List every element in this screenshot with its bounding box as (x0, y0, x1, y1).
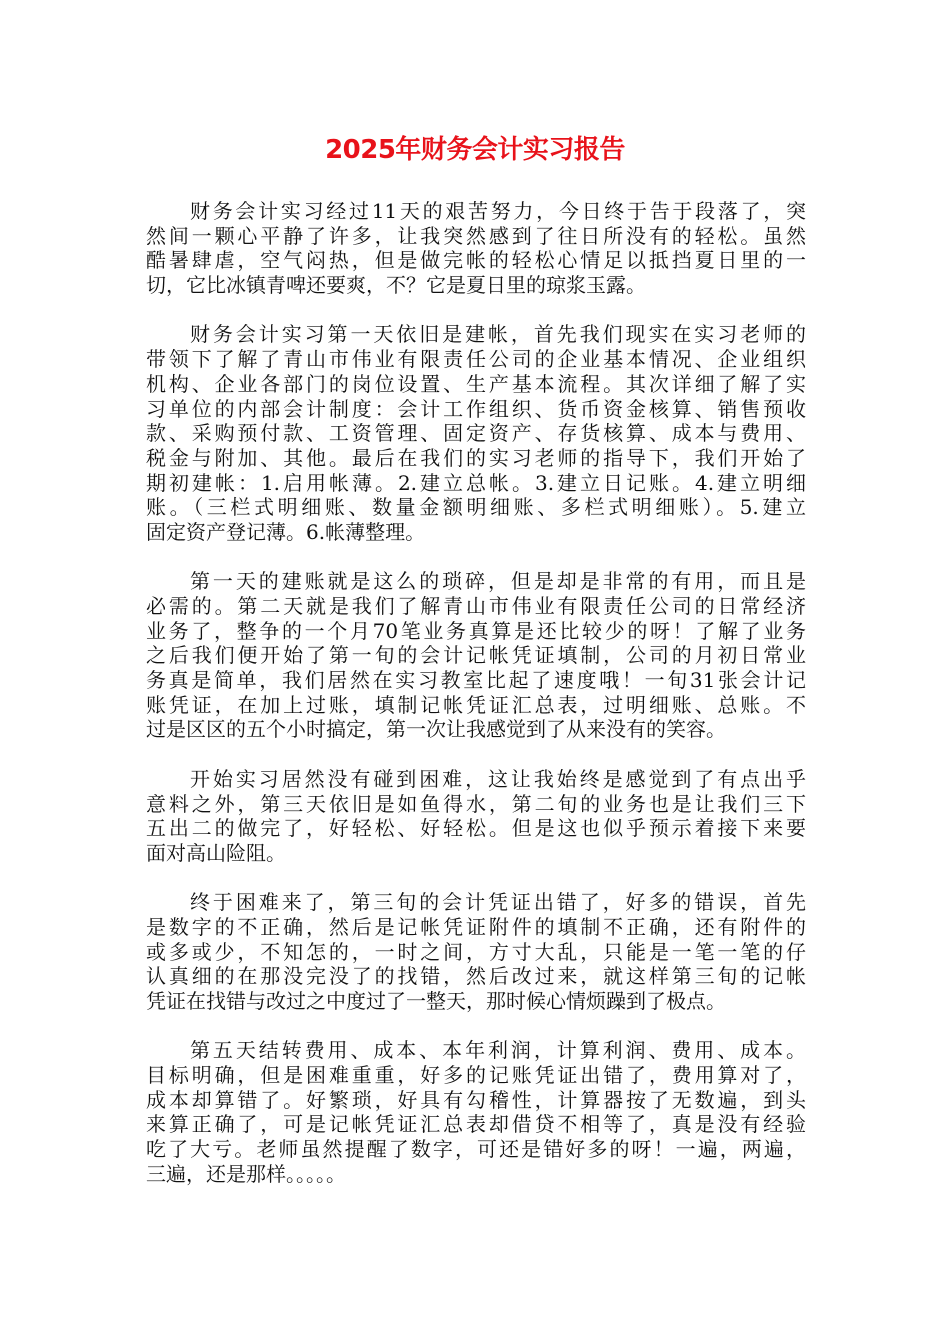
paragraph-line: 五出二的做完了，好轻松、好轻松。但是这也似乎预示着接下来要 (146, 816, 806, 841)
paragraph (146, 890, 806, 1013)
paragraph-line: 第一天的建账就是这么的琐碎，但是却是非常的有用，而且是 (190, 569, 806, 594)
paragraph-line: 过是区区的五个小时搞定，第一次让我感觉到了从来没有的笑容。 (146, 717, 726, 742)
document-body (146, 199, 806, 1211)
paragraph-line: 款、采购预付款、工资管理、固定资产、存货核算、成本与费用、 (146, 421, 806, 446)
paragraph-line: 来算正确了，可是记帐凭证汇总表却借贷不相等了，真是没有经验 (146, 1112, 806, 1137)
paragraph (146, 767, 806, 866)
document-title: 2025年财务会计实习报告 (325, 135, 625, 165)
paragraph-line: 切，它比冰镇青啤还要爽，不？它是夏日里的琼浆玉露。 (146, 273, 646, 298)
paragraph-line: 带领下了解了青山市伟业有限责任公司的企业基本情况、企业组织 (146, 347, 806, 372)
paragraph-line: 终于困难来了，第三旬的会计凭证出错了，好多的错误，首先 (190, 890, 806, 915)
paragraph (146, 569, 806, 742)
paragraph-line: 认真细的在那没完没了的找错，然后改过来，就这样第三旬的记帐 (146, 964, 806, 989)
paragraph-line: 或多或少，不知怎的，一时之间，方寸大乱，只能是一笔一笔的仔 (146, 939, 806, 964)
paragraph-line: 账。（三栏式明细账、数量金额明细账、多栏式明细账）。5.建立 (146, 495, 806, 520)
paragraph-line: 酷暑肆虐，空气闷热，但是做完帐的轻松心情足以抵挡夏日里的一 (146, 248, 806, 273)
paragraph-line: 成本却算错了。好繁琐，好具有勾稽性，计算器按了无数遍，到头 (146, 1087, 806, 1112)
paragraph-line: 账凭证，在加上过账，填制记帐凭证汇总表，过明细账、总账。不 (146, 692, 806, 717)
paragraph-line: 目标明确，但是困难重重，好多的记账凭证出错了，费用算对了， (146, 1063, 806, 1088)
paragraph-line: 机构、企业各部门的岗位设置、生产基本流程。其次详细了解了实 (146, 371, 806, 396)
paragraph-line: 必需的。第二天就是我们了解青山市伟业有限责任公司的日常经济 (146, 594, 806, 618)
paragraph-line: 习单位的内部会计制度：会计工作组织、货币资金核算、销售预收 (146, 396, 806, 421)
paragraph-line: 三遍，还是那样。。。。。 (146, 1161, 346, 1186)
paragraph-line: 吃了大亏。老师虽然提醒了数字，可还是错好多的呀！一遍，两遍， (146, 1137, 806, 1162)
paragraph (146, 322, 806, 544)
paragraph-line: 开始实习居然没有碰到困难，这让我始终是感觉到了有点出乎 (190, 766, 806, 791)
paragraph-line: 务真是简单，我们居然在实习教室比起了速度哦！一旬31张会计记 (146, 668, 806, 693)
paragraph-line: 是数字的不正确，然后是记帐凭证附件的填制不正确，还有附件的 (146, 914, 806, 939)
paragraph-line: 之后我们便开始了第一旬的会计记帐凭证填制，公司的月初日常业 (146, 643, 806, 668)
paragraph-line: 税金与附加、其他。最后在我们的实习老师的指导下，我们开始了 (146, 445, 806, 470)
paragraph-line: 期初建帐：1.启用帐薄。2.建立总帐。3.建立日记账。4.建立明细 (146, 470, 806, 495)
paragraph (146, 199, 806, 298)
paragraph-line: 然间一颗心平静了许多，让我突然感到了往日所没有的轻松。虽然 (146, 223, 806, 248)
paragraph (146, 1038, 806, 1186)
paragraph-line: 财务会计实习第一天依旧是建帐，首先我们现实在实习老师的 (190, 322, 806, 347)
paragraph-line: 凭证在找错与改过之中度过了一整天，那时候心情烦躁到了极点。 (146, 989, 726, 1013)
paragraph-line: 财务会计实习经过11天的艰苦努力，今日终于告于段落了，突 (190, 199, 806, 223)
paragraph-line: 意料之外，第三天依旧是如鱼得水，第二旬的业务也是让我们三下 (146, 791, 806, 816)
paragraph-line: 面对高山险阻。 (146, 840, 286, 865)
paragraph-line: 固定资产登记薄。6.帐薄整理。 (146, 519, 426, 544)
paragraph-line: 第五天结转费用、成本、本年利润，计算利润、费用、成本。 (190, 1038, 806, 1063)
paragraph-line: 业务了，整争的一个月70笔业务真算是还比较少的呀！了解了业务 (146, 618, 806, 643)
